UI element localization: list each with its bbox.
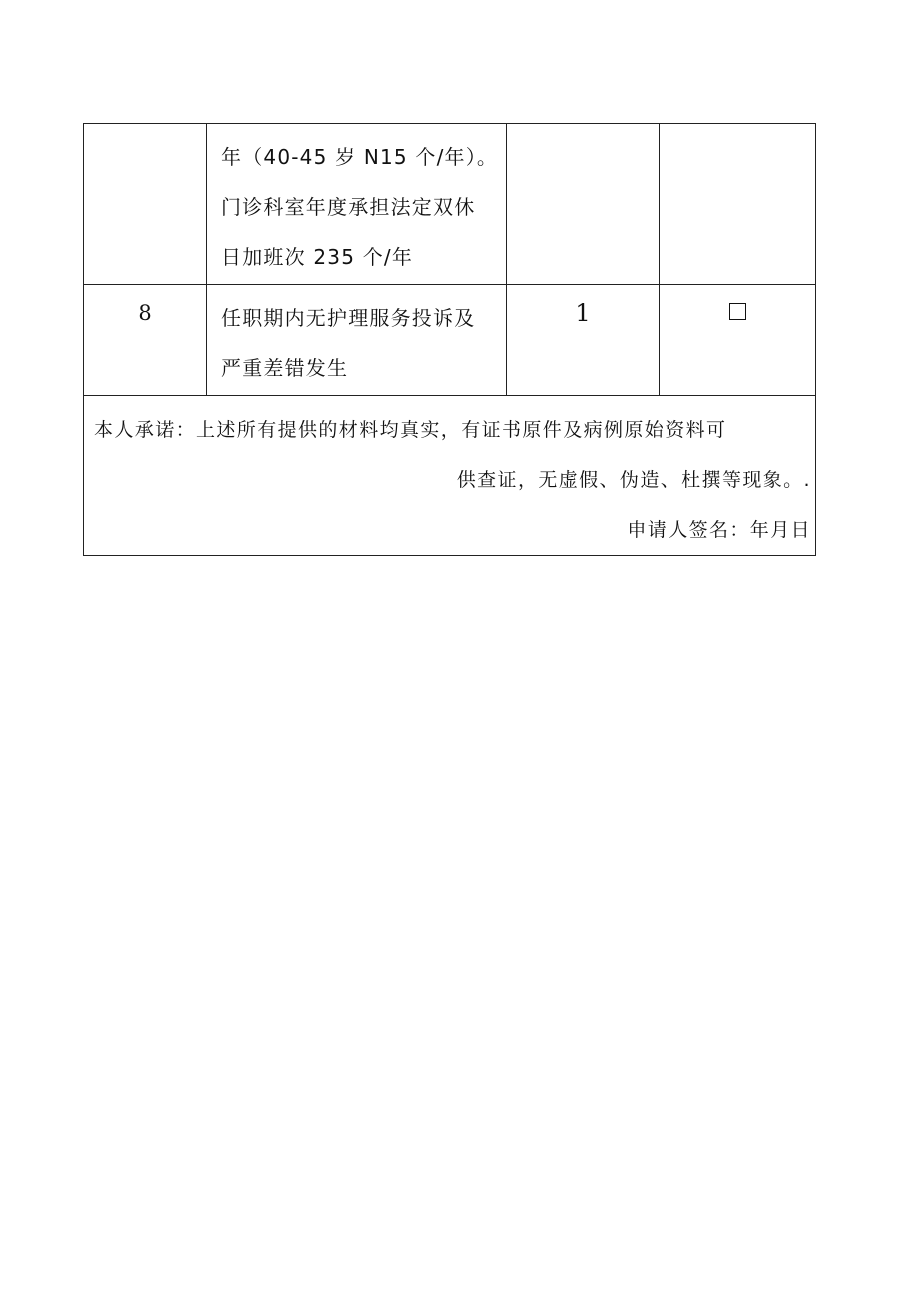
content-cell	[207, 124, 507, 285]
content-line: 年（40-45 岁 N15 个/年）。	[221, 145, 499, 169]
content-line: 日加班次 235 个/年	[221, 245, 414, 269]
table-row	[84, 285, 816, 396]
score-cell	[507, 124, 660, 285]
checkbox[interactable]	[729, 303, 746, 320]
content-line: 严重差错发生	[221, 356, 349, 380]
evaluation-table	[83, 123, 816, 556]
content-cell	[207, 285, 507, 396]
score-cell: 1	[507, 285, 660, 396]
pledge-text-line: 供查证，无虚假、伪造、杜撰等现象。.	[456, 469, 811, 491]
row-number-cell: 8	[84, 285, 207, 396]
table-row	[84, 124, 816, 285]
check-cell	[660, 124, 816, 285]
pledge-cell	[84, 396, 816, 556]
content-line: 门诊科室年度承担法定双休	[221, 195, 476, 219]
signature-line: 申请人签名：年月日	[627, 519, 811, 541]
content-line: 任职期内无护理服务投诉及	[221, 306, 476, 330]
pledge-text-line: 本人承诺：上述所有提供的材料均真实，有证书原件及病例原始资料可	[94, 419, 727, 441]
pledge-row	[84, 396, 816, 556]
check-cell	[660, 285, 816, 396]
row-number-cell	[84, 124, 207, 285]
